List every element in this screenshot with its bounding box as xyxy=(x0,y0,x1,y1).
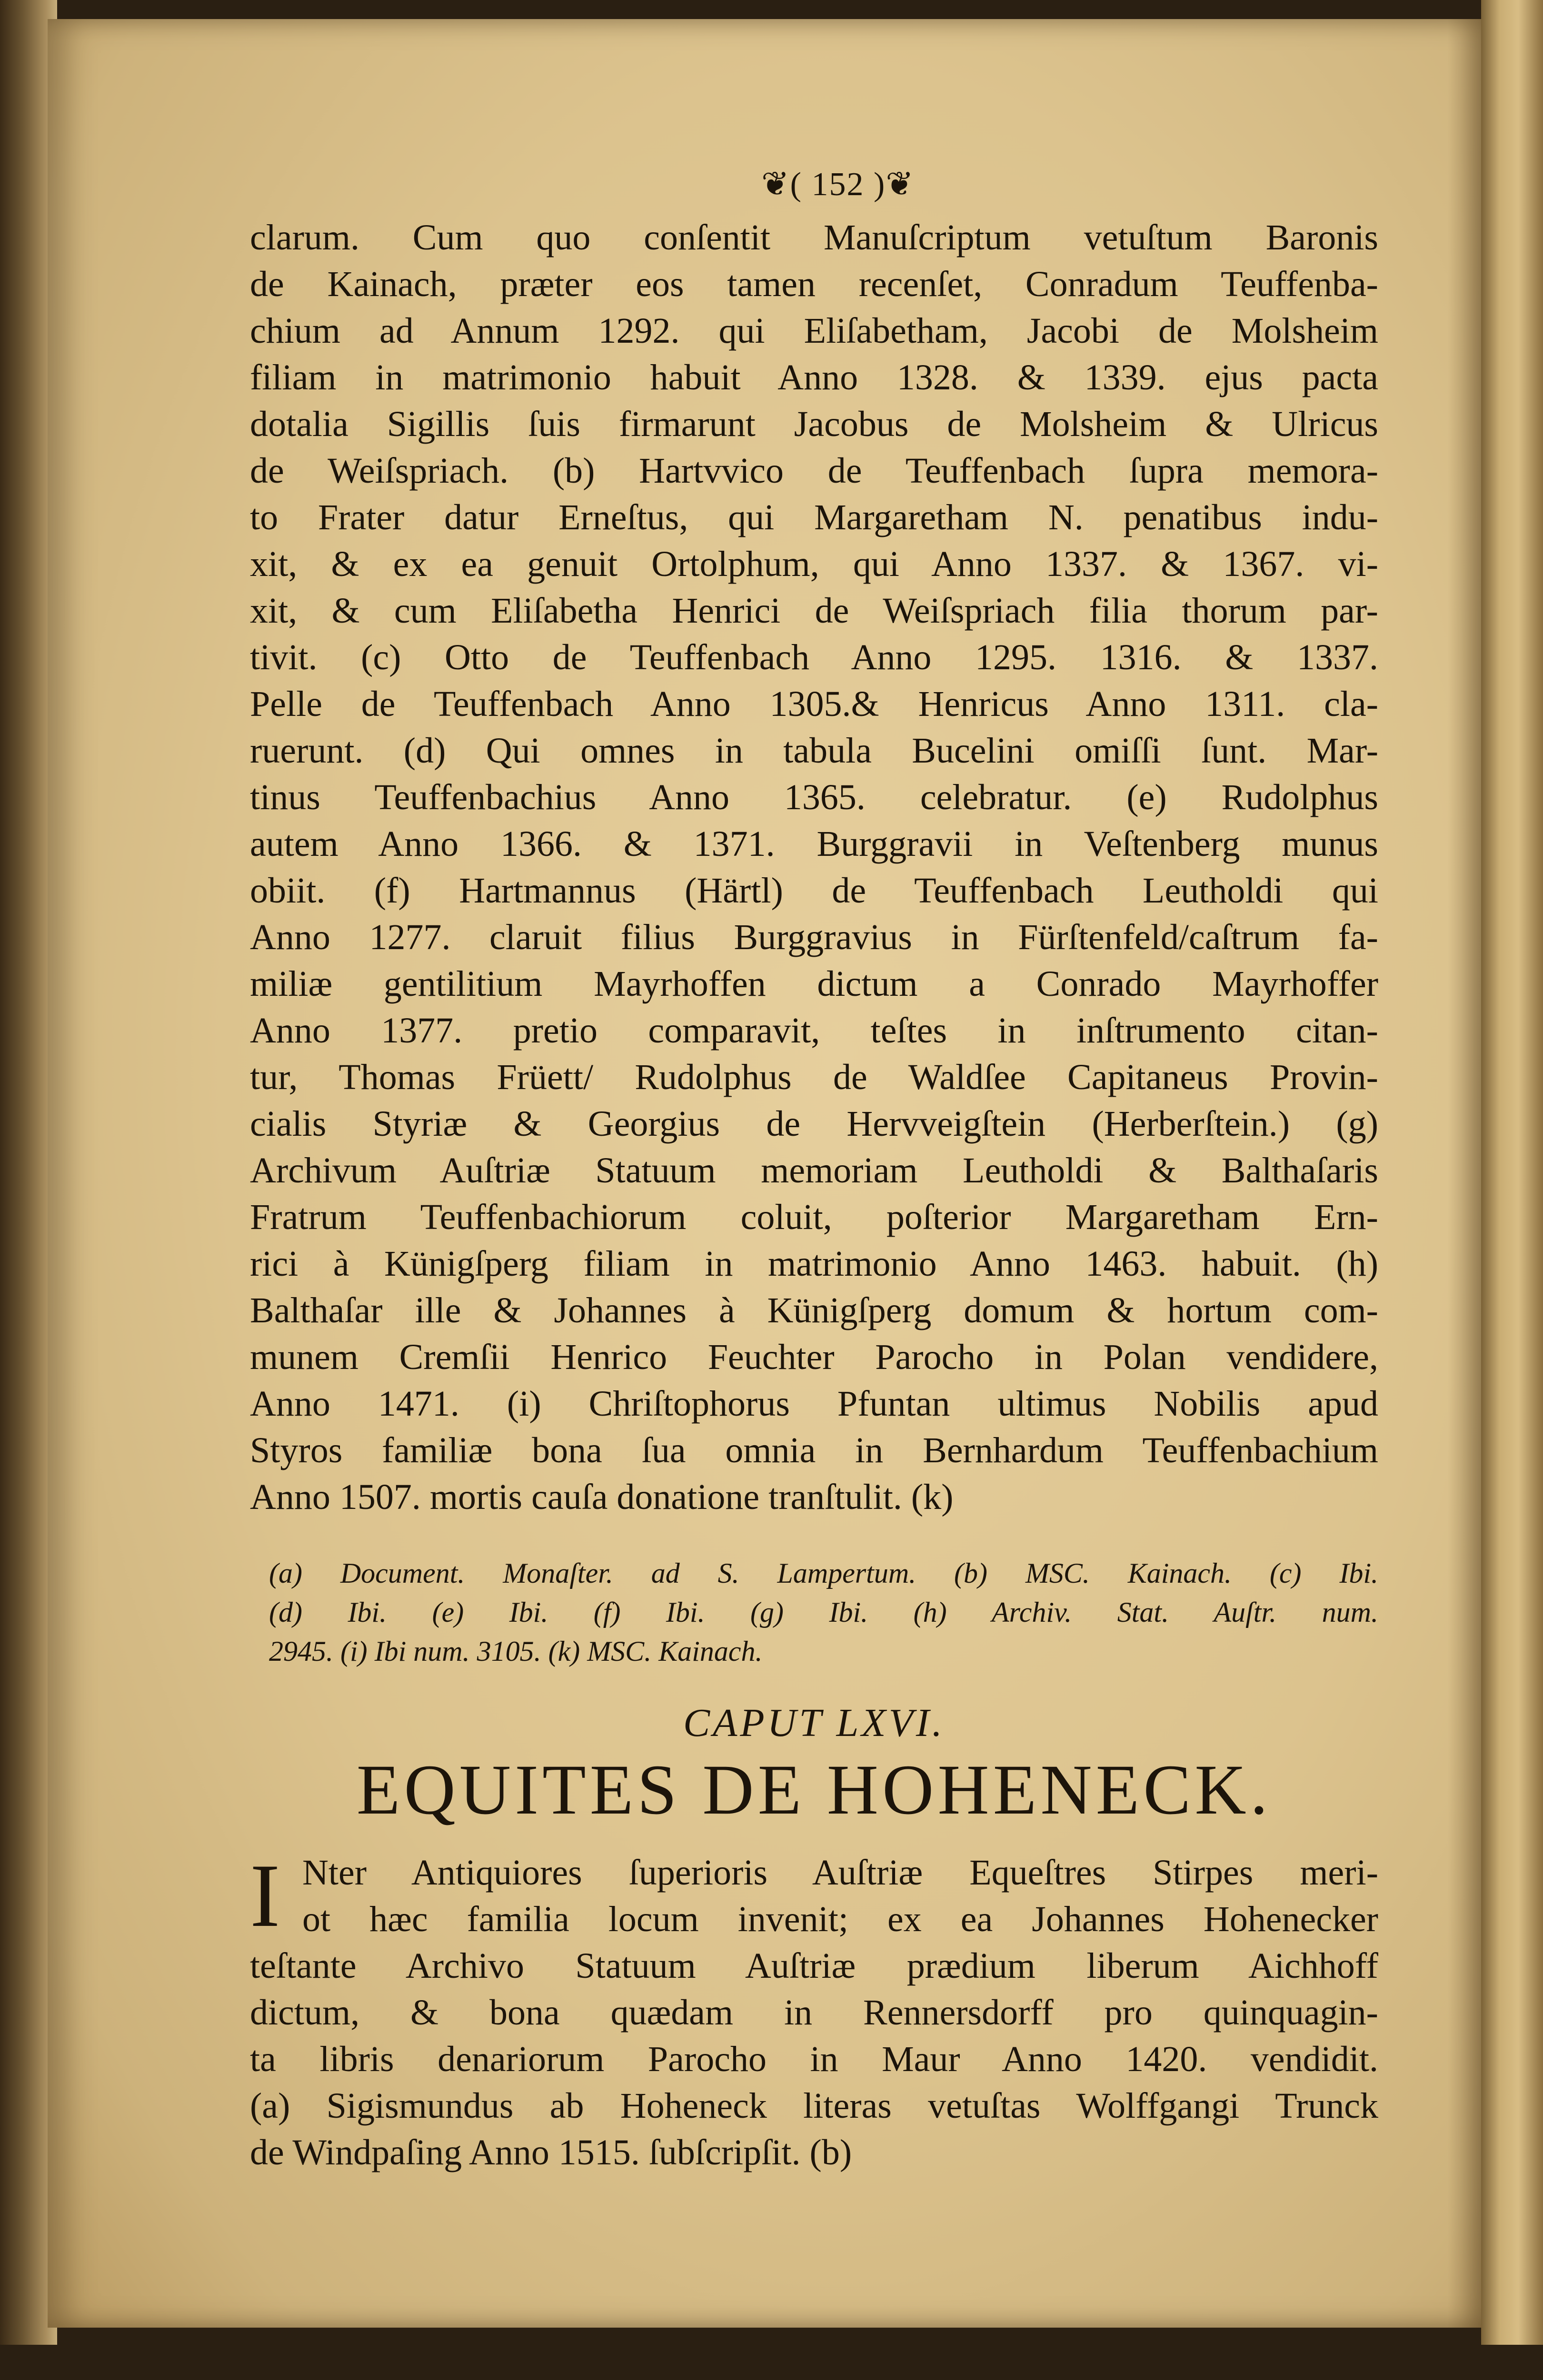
body-line: autem Anno 1366. & 1371. Burggravii in Veſtenberg munus xyxy=(250,824,1378,864)
gutter-shadow xyxy=(1447,19,1485,2328)
body-line: filiam in matrimonio habuit Anno 1328. & 1339. ejus pacta xyxy=(250,357,1378,397)
body-line: Styros familiæ bona ſua omnia in Bernhardum Teuffenbachium xyxy=(250,1430,1378,1470)
chapter-line: ta libris denariorum Parocho in Maur Anno 1420. vendidit. xyxy=(250,2039,1378,2079)
body-line: rici à Künigſperg filiam in matrimonio Anno 1463. habuit. (h) xyxy=(250,1244,1378,1284)
drop-cap: I xyxy=(250,1846,280,1946)
chapter-line: teſtante Archivo Statuum Auſtriæ prædium liberum Aichhoff xyxy=(250,1946,1378,1986)
body-line: de Kainach, præter eos tamen recenſet, Conradum Teuffenba- xyxy=(250,264,1378,304)
chapter-body xyxy=(250,1846,1378,2176)
body-line: Fratrum Teuffenbachiorum coluit, poſterior Margaretham Ern- xyxy=(250,1197,1378,1237)
body-line: Archivum Auſtriæ Statuum memoriam Leutholdi & Balthaſaris xyxy=(250,1150,1378,1190)
body-text xyxy=(250,214,1378,1520)
footnotes xyxy=(250,1554,1378,1671)
body-line: xit, & cum Eliſabetha Henrici de Weiſspriach filia thorum par- xyxy=(250,591,1378,631)
body-line: tinus Teuffenbachius Anno 1365. celebratur. (e) Rudolphus xyxy=(250,777,1378,817)
body-line: Balthaſar ille & Johannes à Künigſperg domum & hortum com- xyxy=(250,1290,1378,1330)
body-line: obiit. (f) Hartmannus (Härtl) de Teuffenbach Leutholdi qui xyxy=(250,871,1378,911)
footnote-line: (a) Document. Monaſter. ad S. Lampertum. (b) MSC. Kainach. (c) Ibi. xyxy=(269,1557,1378,1589)
book-edge-right xyxy=(1481,0,1543,2345)
body-line: munem Cremſii Henrico Feuchter Parocho in Polan vendidere, xyxy=(250,1337,1378,1377)
body-line: tivit. (c) Otto de Teuffenbach Anno 1295. 1316. & 1337. xyxy=(250,637,1378,677)
body-line: de Weiſspriach. (b) Hartvvico de Teuffenbach ſupra memora- xyxy=(250,451,1378,491)
body-line: Anno 1507. mortis cauſa donatione tranſtulit. (k) xyxy=(250,1477,954,1517)
body-line: miliæ gentilitium Mayrhoffen dictum a Conrado Mayrhoffer xyxy=(250,964,1378,1004)
chapter-line: Nter Antiquiores ſuperioris Auſtriæ Equeſtres Stirpes meri- xyxy=(302,1853,1378,1893)
body-line: Pelle de Teuffenbach Anno 1305.& Henricus Anno 1311. cla- xyxy=(250,684,1378,724)
text-block xyxy=(250,162,1378,2176)
chapter-title: EQUITES DE HOHENECK. xyxy=(356,1750,1272,1829)
chapter-line: dictum, & bona quædam in Rennersdorff pro quinquagin- xyxy=(250,1993,1378,2033)
body-line: Anno 1277. claruit filius Burggravius in Fürſtenfeld/caſtrum fa- xyxy=(250,917,1378,957)
body-line: clarum. Cum quo conſentit Manuſcriptum vetuſtum Baronis xyxy=(250,218,1378,258)
chapter-line: ot hæc familia locum invenit; ex ea Johannes Hohenecker xyxy=(302,1899,1378,1939)
body-line: tur, Thomas Früett/ Rudolphus de Waldſee Capitaneus Provin- xyxy=(250,1057,1378,1097)
footnote-line: (d) Ibi. (e) Ibi. (f) Ibi. (g) Ibi. (h) Archiv. Stat. Auſtr. num. xyxy=(269,1597,1378,1628)
page-number: ❦( 152 )❦ xyxy=(761,166,915,203)
body-line: cialis Styriæ & Georgius de Hervveigſtein (Herberſtein.) (g) xyxy=(250,1104,1378,1144)
body-line: Anno 1377. pretio comparavit, teſtes in inſtrumento citan- xyxy=(250,1011,1378,1051)
body-line: ruerunt. (d) Qui omnes in tabula Bucelini omiſſi ſunt. Mar- xyxy=(250,731,1378,771)
chapter-line: de Windpaſing Anno 1515. ſubſcripſit. (b) xyxy=(250,2132,852,2172)
body-line: Anno 1471. (i) Chriſtophorus Pfuntan ultimus Nobilis apud xyxy=(250,1384,1378,1424)
body-line: chium ad Annum 1292. qui Eliſabetham, Jacobi de Molsheim xyxy=(250,311,1378,351)
chapter-heading: CAPUT LXVI. xyxy=(683,1701,945,1745)
body-line: to Frater datur Erneſtus, qui Margaretham N. penatibus indu- xyxy=(250,497,1378,537)
body-line: xit, & ex ea genuit Ortolphum, qui Anno 1337. & 1367. vi- xyxy=(250,544,1378,584)
footnote-line: 2945. (i) Ibi num. 3105. (k) MSC. Kainach. xyxy=(269,1636,763,1667)
body-line: dotalia Sigillis ſuis firmarunt Jacobus de Molsheim & Ulricus xyxy=(250,404,1378,444)
chapter-line: (a) Sigismundus ab Hoheneck literas vetuſtas Wolffgangi Trunck xyxy=(250,2086,1378,2126)
